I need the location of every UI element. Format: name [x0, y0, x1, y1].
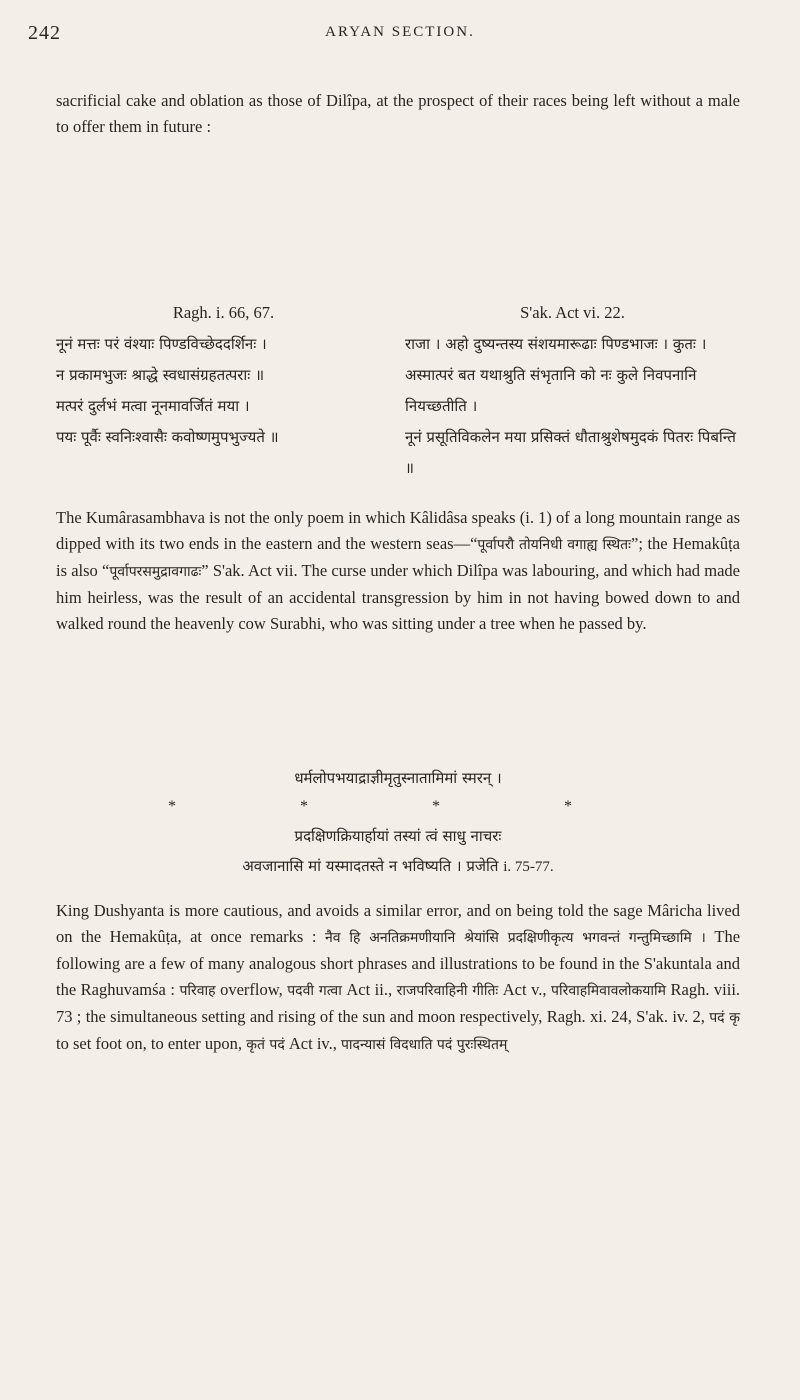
running-head: ARYAN SECTION. — [325, 24, 475, 40]
verse-line: नूनं प्रसूतिविकलेन मया प्रसिक्तं धौताश्रुशेषमुदकं पितरः पिबन्ति ॥ — [405, 428, 736, 477]
verse-line: अस्मात्परं बत यथाश्रुति संभृतानि को नः कुले निवपनानि नियच्छतीति । — [405, 366, 697, 415]
sanskrit-phrase: नैव हि अनतिक्रमणीयानि श्रेयांसि प्रदक्षिणीकृत्य भगवन्तं गन्तुमिच्छामि । — [324, 930, 706, 946]
quote-right-ref: S'ak. Act vi. 22. — [520, 303, 625, 322]
quote-left — [56, 303, 391, 484]
verse-line: नूनं मत्तः परं वंश्याः पिण्डविच्छेददर्शिनः । — [56, 335, 267, 353]
page-header — [0, 22, 800, 52]
paragraph-kumarasambhava — [56, 505, 740, 637]
quote-right-verse — [405, 329, 740, 484]
para-text: Act iv., — [288, 1034, 337, 1053]
intro-paragraph: sacrificial cake and oblation as those of Dilîpa, at the prospect of their races being left without a male to offer them in future : — [56, 91, 740, 136]
mid-quote-line-2: प्रदक्षिणक्रियार्हायां तस्यां त्वं साधु नाचरः — [294, 827, 502, 845]
sanskrit-phrase: पदं कृ — [709, 1010, 741, 1026]
quote-right — [405, 303, 740, 484]
sanskrit-phrase: पदवी गत्वा — [287, 983, 342, 999]
verse-line: मत्परं दुर्लभं मत्वा नूनमावर्जितं मया । — [56, 397, 250, 415]
sanskrit-phrase: पादन्यासं विदधाति पदं पुरःस्थितम् — [340, 1037, 508, 1053]
verse-line: अवजानासि मां यस्मादतस्ते न भविष्यति । प्रजेति — [242, 857, 499, 875]
para-text: Act v., — [502, 980, 547, 999]
para-text: overflow, — [220, 980, 283, 999]
mid-quote-line-1: धर्मलोपभयाद्राज्ञीमृतुस्नातामिमां स्मरन् । — [294, 769, 502, 787]
para-text: Act ii., — [346, 980, 393, 999]
verse-line: पयः पूर्वैः स्वनिःश्वासैः कवोष्णमुपभुज्यते ॥ — [56, 428, 279, 446]
asterisk-divider: * * * * — [168, 798, 632, 815]
para-text: The Kumârasambhava is not the only poem in which Kâlidâsa speaks (i. 1) of a long mountain range as dipped with its two ends in the eastern and the western seas—“ — [56, 508, 740, 553]
sanskrit-phrase: पूर्वापरौ तोयनिधी वगाह्य स्थितः — [477, 537, 631, 553]
page-number: 242 — [28, 22, 61, 44]
quote-left-ref: Ragh. i. 66, 67. — [172, 303, 275, 322]
verse-line: न प्रकामभुजः श्राद्धे स्वधासंग्रहतत्पराः ॥ — [56, 366, 265, 384]
sanskrit-phrase: परिवाह — [179, 983, 216, 999]
para-text: ” S'ak. Act vii. The curse under which Dilîpa was labouring, and which had made him heirless, was the result of an accidental transgression by him in not having bowed down to and walked round the heavenly cow Surabhi, who was sitting under a tree when he passed by. — [56, 561, 740, 633]
mid-quote-ref: i. 75-77. — [503, 859, 554, 875]
sanskrit-phrase: परिवाहमिवावलोकयामि — [551, 983, 666, 999]
quote-left-verse — [56, 329, 391, 453]
verse-line: राजा । अहो दुष्यन्तस्य संशयमारूढाः पिण्डभाजः । कुतः । — [405, 335, 707, 353]
para-text: The following are a few of many analogous short phrases and illustrations to be found in the S'akuntala and the Raghuvamśa : — [56, 927, 741, 999]
paragraph-dushyanta — [56, 898, 740, 1058]
para-text: Ragh. viii. 73 ; the simultaneous setting and rising of the sun and moon respectively, Ragh. xi. 24, S'ak. iv. 2, — [56, 980, 741, 1026]
para-text: King Dushyanta is more cautious, and avoids a similar error, and on being told the sage Mâricha lived on the Hemakûṭa, at once remarks : — [56, 901, 740, 946]
para-text: to set foot on, to enter upon, — [56, 1034, 243, 1053]
parallel-quotes — [56, 303, 740, 484]
para-text: ”; the Hemakûṭa is also “ — [56, 534, 741, 580]
mid-quote-line-3 — [56, 856, 740, 876]
sanskrit-phrase: कृतं पदं — [246, 1037, 285, 1053]
sanskrit-phrase: राजपरिवाहिनी गीतिः — [396, 983, 499, 999]
sanskrit-phrase: पूर्वापरसमुद्रावगाढः — [109, 564, 202, 580]
